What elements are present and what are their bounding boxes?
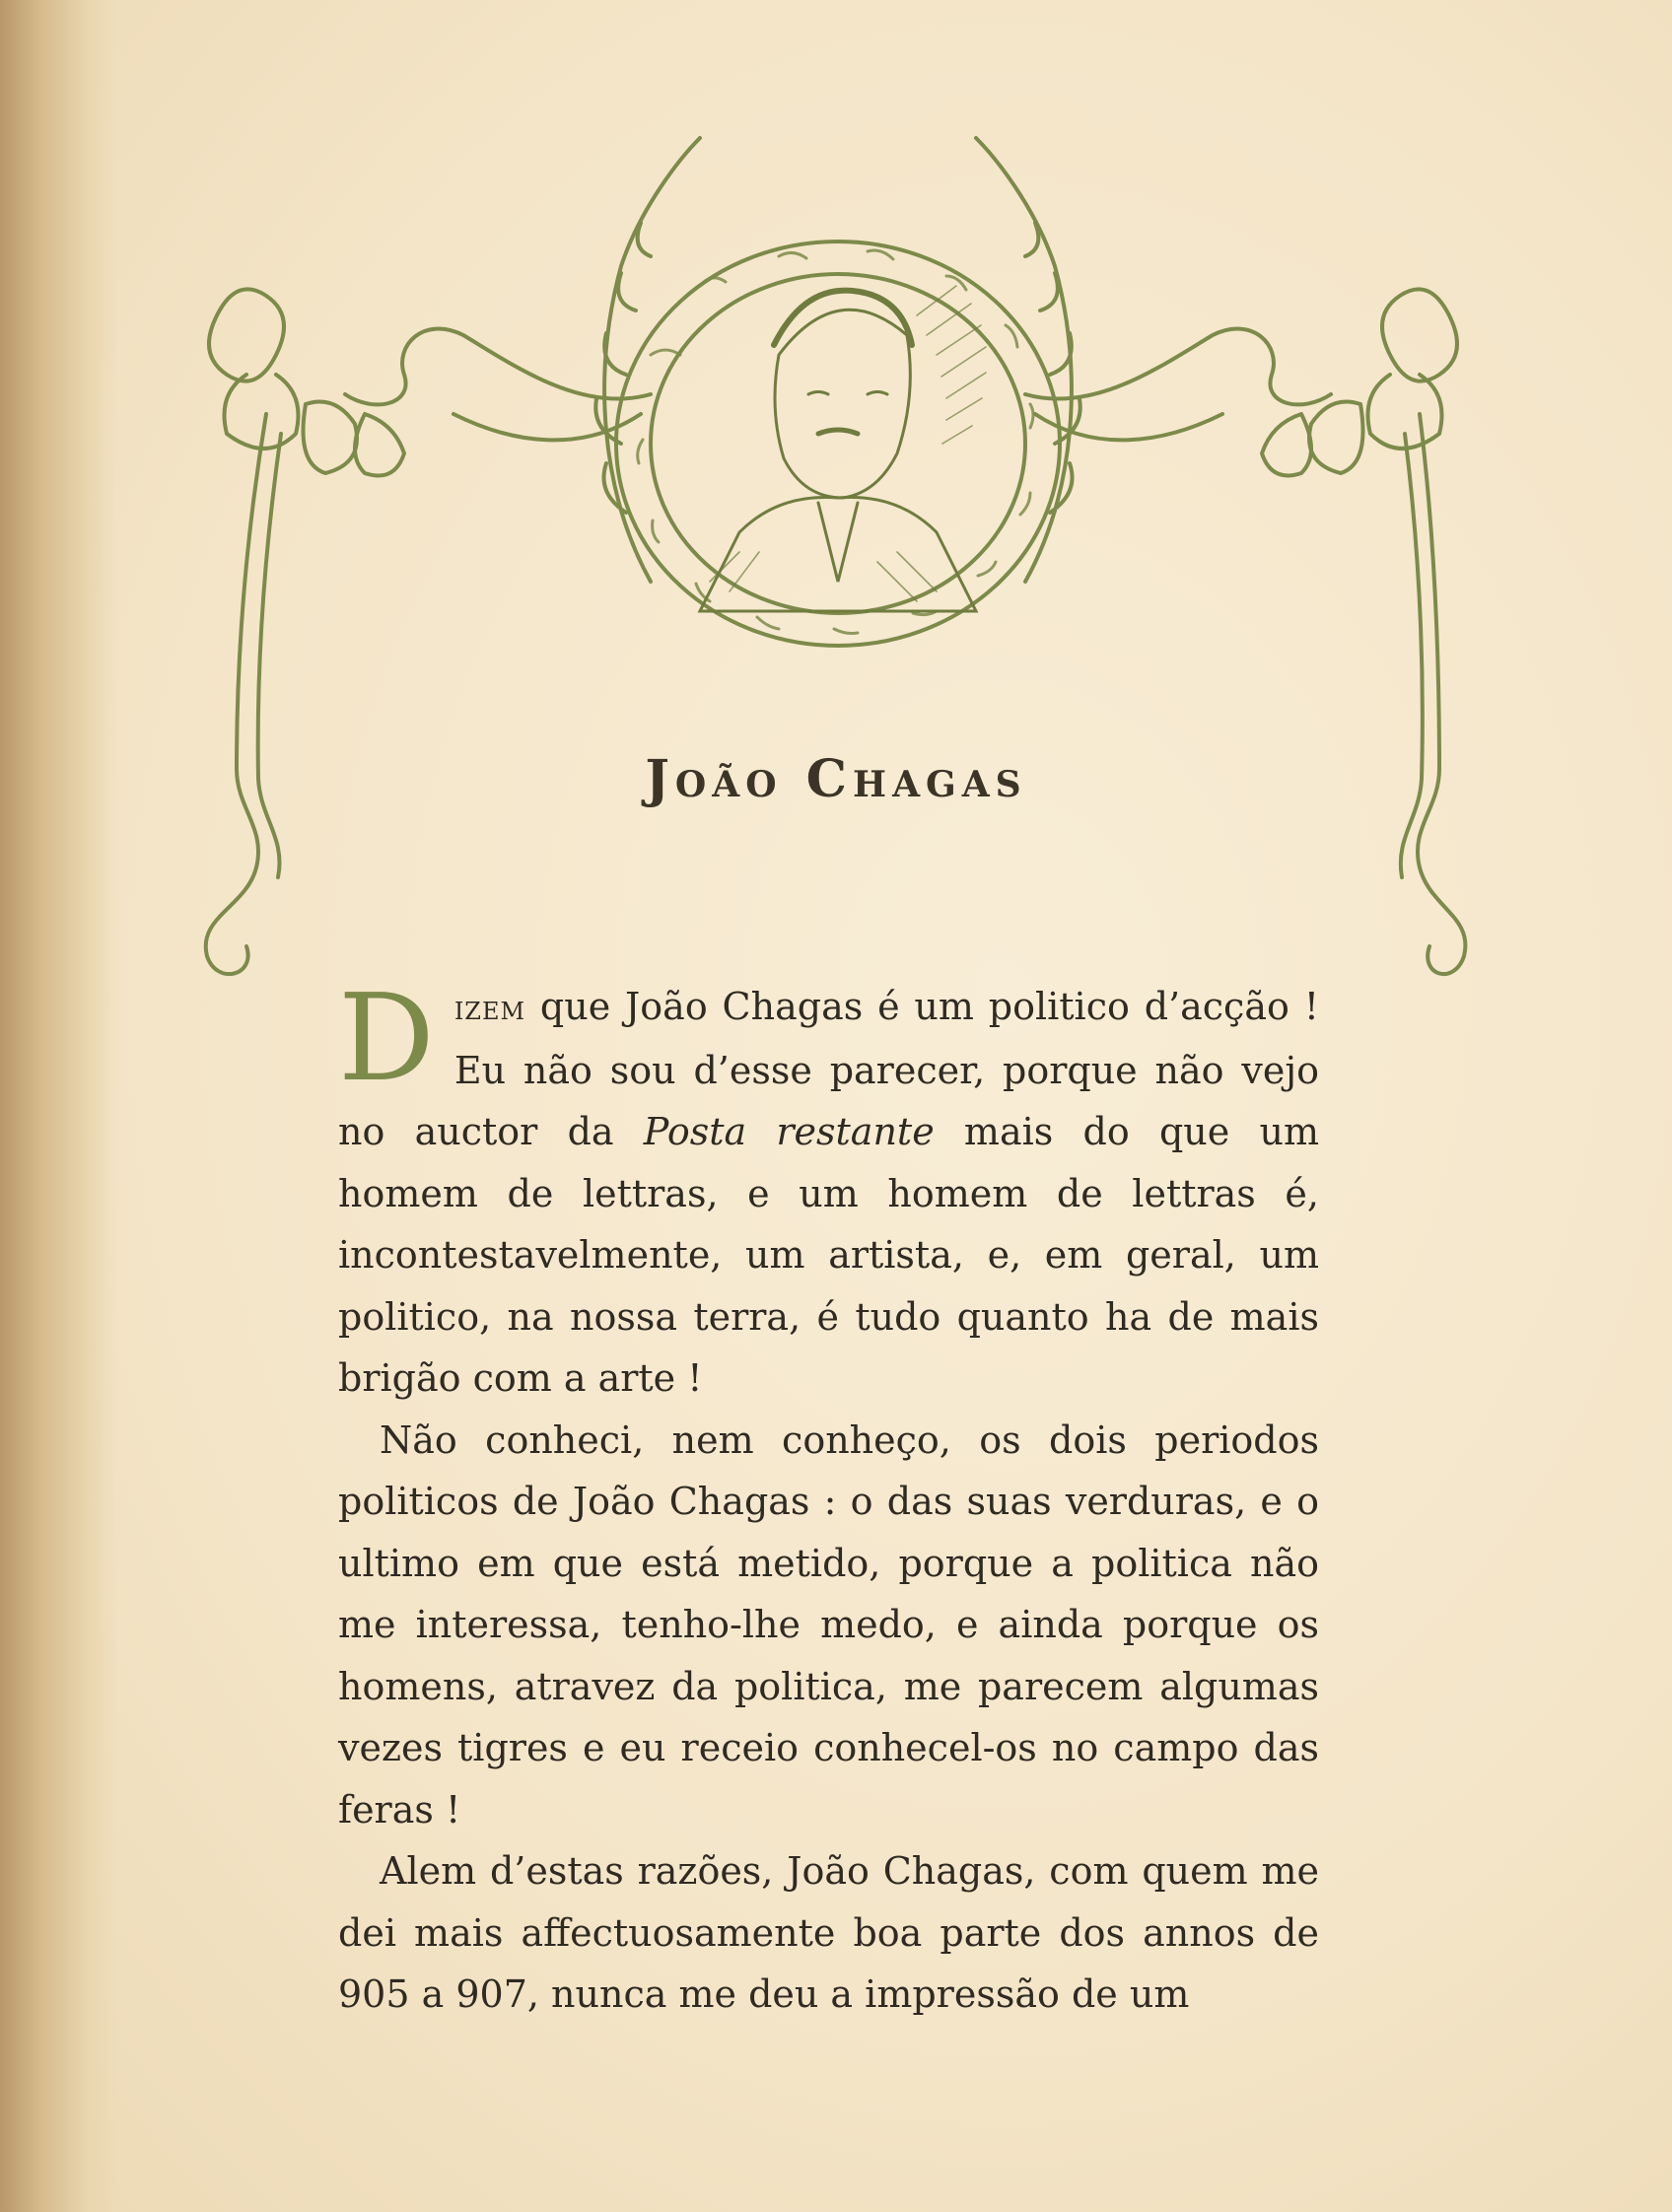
- laurel-right: [976, 138, 1072, 582]
- paragraph-1-text-b: mais do que um homem de lettras, e um homem de lettras é, incontestavelmente, um artista, e, em geral, um politico, na nossa terra, é tudo quanto ha de mais brigão com a arte !: [338, 1110, 1319, 1400]
- scroll-right: [1418, 414, 1465, 974]
- paragraph-1-text-a: que João Chagas é um politico d’acção ! Eu não sou d’esse parecer, porque não vejo no auctor da: [338, 985, 1319, 1153]
- flower-cluster-left: [209, 289, 284, 380]
- paragraph-3: Alem d’estas razões, João Chagas, com quem me dei mais affectuosamente boa parte dos annos de 905 a 907, nunca me deu a impressão de um: [338, 1849, 1319, 2016]
- lead-in-word: izem: [453, 989, 526, 1028]
- chapter-title: João Chagas: [645, 749, 1027, 809]
- book-title-italic: Posta restante: [643, 1110, 935, 1153]
- medallion-inner-ring: [651, 274, 1025, 613]
- flower-cluster-right: [1382, 289, 1457, 380]
- portrait-figure: [700, 286, 986, 611]
- paragraph-1: [338, 968, 1319, 1410]
- paragraph-2: Não conheci, nem conheço, os dois periodos politicos de João Chagas : o das suas verduras, e o ultimo em que está metido, porque a politica não me interessa, tenho-lhe medo, e ainda porque os homens, atravez da politica, me parecem algumas vezes tigres e eu receio conhecel-os no campo das feras !: [338, 1417, 1319, 1832]
- laurel-left: [604, 138, 700, 582]
- binding-gutter-shadow: [0, 0, 118, 2212]
- body-text: [338, 968, 1319, 2026]
- drop-cap: D: [338, 968, 435, 1108]
- medallion-outer-ring: [616, 242, 1060, 646]
